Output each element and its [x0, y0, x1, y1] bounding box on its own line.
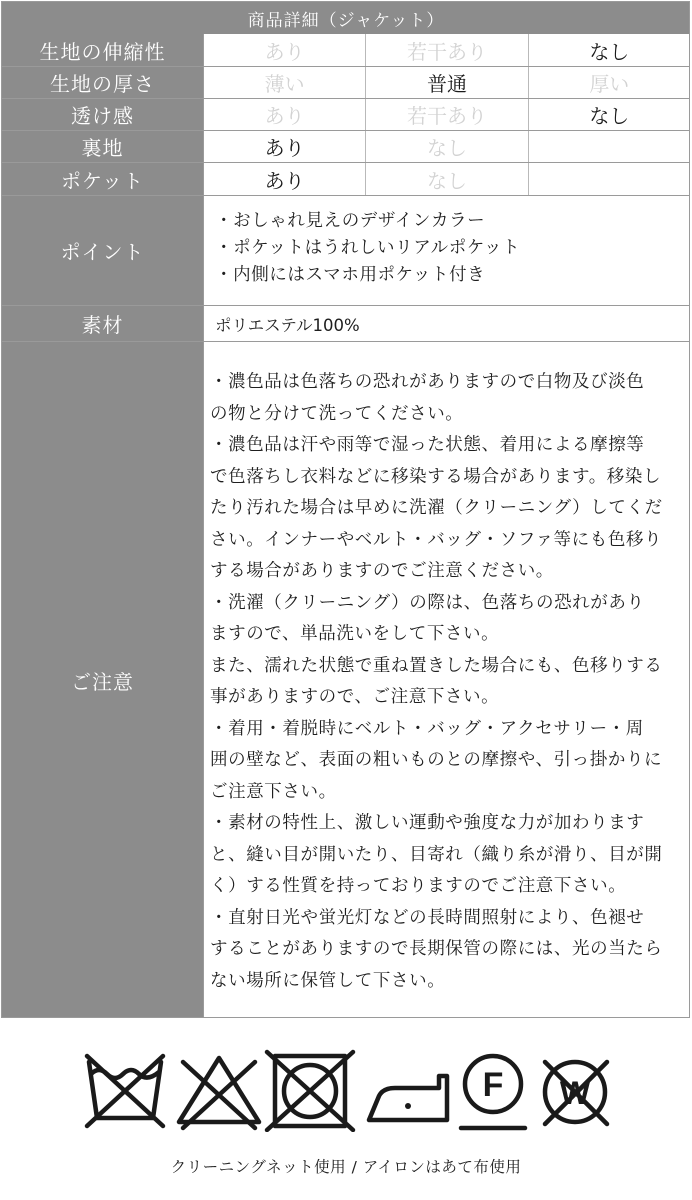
option-cell: なし [589, 39, 630, 64]
attribute-label: 生地の厚さ [2, 67, 204, 98]
no-bleach-icon [179, 1058, 259, 1128]
attribute-label: 生地の伸縮性 [2, 34, 204, 66]
points-label: ポイント [2, 196, 204, 305]
point-line: ・おしゃれ見えのデザインカラー [215, 211, 486, 231]
option-cell: なし [366, 163, 528, 195]
note-line: また、濡れた状態で重ね置きした場合にも、色移りする [210, 655, 663, 676]
option-cell [529, 131, 690, 162]
point-line: ・ポケットはうれしいリアルポケット [215, 238, 521, 258]
note-line: ご注意下さい。 [210, 781, 337, 802]
note-line: ・濃色品は色落ちの恐れがありますので白物及び淡色 [210, 372, 645, 392]
attribute-row-thickness [2, 67, 690, 99]
attribute-row-lining [2, 131, 690, 163]
note-line: たり汚れた場合は早めに洗濯（クリーニング）してくだ [210, 498, 663, 518]
material-row [2, 306, 690, 342]
point-line: ・内側にはスマホ用ポケット付き [215, 265, 486, 285]
dry-clean-letter: F [482, 1066, 504, 1104]
note-line: ・着用・着脱時にベルト・バッグ・アクセサリー・周 [210, 718, 644, 739]
no-tumble-dry-icon [267, 1052, 353, 1130]
material-label: 素材 [2, 306, 204, 341]
option-cell: あり [204, 163, 366, 195]
note-line: く）する性質を持っておりますのでご注意下さい。 [210, 876, 627, 896]
option-cell: 若干あり [366, 34, 528, 66]
care-symbols [83, 1048, 613, 1132]
notes-content [204, 342, 690, 1018]
no-wash-icon [87, 1056, 163, 1126]
option-cell: なし [589, 104, 630, 128]
notes-label: ご注意 [2, 342, 204, 1018]
note-line: ・直射日光や蛍光灯などの長時間照射により、色褪せ [210, 907, 645, 928]
note-line: ますので、単品洗いをして下さい。 [210, 624, 500, 644]
attribute-row-sheerness [2, 99, 690, 131]
note-line: 囲の壁など、表面の粗いものとの摩擦や、引っ掛かりに [210, 750, 663, 770]
note-line: ・濃色品は汗や雨等で湿った状態、着用による摩擦等 [210, 435, 645, 455]
attribute-row-stretch [2, 34, 690, 67]
note-line: する場合がありますのでご注意ください。 [210, 561, 554, 581]
care-caption: クリーニングネット使用 / アイロンはあて布使用 [170, 1158, 522, 1176]
option-cell: 普通 [366, 67, 528, 98]
note-line: することがありますので長期保管の際には、光の当たら [210, 939, 663, 959]
option-cell: あり [204, 131, 366, 162]
option-cell: 若干あり [366, 99, 528, 130]
attribute-label: 裏地 [2, 131, 204, 162]
attribute-row-pocket [2, 163, 690, 196]
option-cell: あり [204, 99, 366, 130]
note-line: ・洗濯（クリーニング）の際は、色落ちの恐れがあり [210, 592, 645, 613]
table-title: 商品詳細（ジャケット） [2, 2, 690, 34]
attribute-label: 透け感 [2, 99, 204, 130]
option-cell: なし [366, 131, 528, 162]
iron-low-icon [369, 1076, 447, 1120]
option-cell [529, 163, 690, 195]
note-line: と、縫い目が開いたり、目寄れ（織り糸が滑り、目が開 [210, 844, 663, 865]
attribute-label: ポケット [2, 163, 204, 195]
notes-row [2, 342, 690, 1018]
points-row [2, 196, 690, 306]
option-cell: 薄い [204, 67, 366, 98]
dry-clean-f-icon [461, 1056, 525, 1128]
note-line: さい。インナーやベルト・バッグ・ソファ等にも色移り [210, 529, 663, 550]
wet-clean-letter: W [559, 1075, 591, 1111]
note-line: ・素材の特性上、激しい運動や強度な力が加わります [210, 813, 645, 833]
points-content [204, 196, 690, 305]
option-cell: あり [204, 34, 366, 66]
option-cell: 厚い [589, 72, 630, 96]
material-value: ポリエステル100% [215, 315, 360, 335]
note-line: 事がありますので、ご注意下さい。 [210, 687, 500, 707]
note-line: ない場所に保管して下さい。 [210, 970, 446, 991]
no-wet-clean-icon [545, 1062, 607, 1124]
note-line: の物と分けて洗ってください。 [210, 403, 464, 424]
note-line: で色落ちし衣料などに移染する場合があります。移染し [210, 466, 662, 487]
